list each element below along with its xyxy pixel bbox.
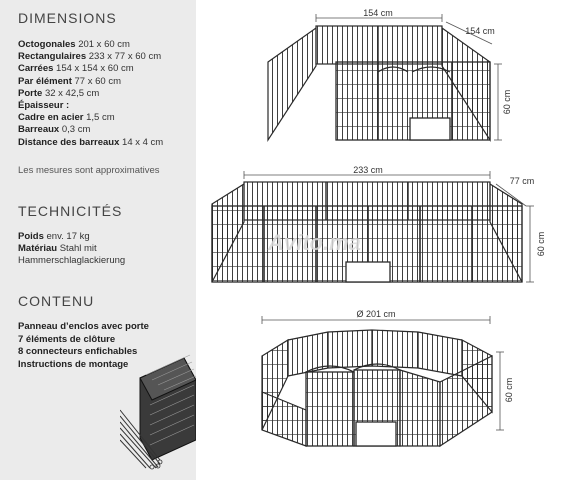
rect-height-label: 60 cm: [536, 231, 546, 257]
rectangular-pen-diagram: [212, 165, 546, 282]
spec-value: env. 17 kg: [46, 231, 90, 242]
spec-label: Poids: [18, 231, 44, 242]
spec-row-octogonales: [18, 39, 194, 51]
spec-label: Épaisseur :: [18, 100, 70, 112]
spec-row-carrees: [18, 63, 194, 75]
spec-row-poids: [18, 231, 168, 243]
spec-value: 201 x 60 cm: [78, 39, 130, 50]
square-pen-diagram: [268, 8, 512, 140]
dimensions-title: DIMENSIONS: [18, 10, 117, 26]
spec-label: Octogonales: [18, 39, 76, 50]
spec-row-barreaux: [18, 124, 194, 136]
pen-diagrams: [196, 0, 564, 480]
left-info-panel: [0, 0, 196, 480]
spec-label: Cadre en acier: [18, 112, 84, 124]
watermark: Avito.ma: [268, 230, 361, 255]
spec-row-materiau: [18, 243, 168, 267]
technicites-title: TECHNICITÉS: [18, 203, 123, 219]
contenu-item: 7 éléments de clôture: [18, 333, 116, 345]
spec-label: Porte: [18, 87, 43, 99]
dimensions-spec-list: [18, 39, 194, 149]
diagram-panel: [196, 0, 564, 480]
octagonal-pen-diagram: [262, 309, 514, 446]
rect-depth-label: 77 cm: [509, 176, 535, 186]
spec-label: Par élément: [18, 75, 72, 87]
spec-label: Matériau: [18, 243, 58, 255]
square-height-label: 60 cm: [502, 89, 512, 115]
spec-label: Rectangulaires: [18, 51, 87, 63]
spec-row-distance: [18, 137, 194, 149]
octagon-diameter-label: Ø 201 cm: [356, 309, 396, 319]
spec-row-epaisseur: [18, 100, 194, 112]
technicites-spec-list: [18, 231, 168, 268]
spec-value: Stahl mit Hammerschlaglackierung: [18, 243, 126, 267]
spec-label: Barreaux: [18, 124, 60, 136]
spec-value: 1,5 cm: [86, 112, 115, 124]
spec-row-cadre: [18, 112, 194, 124]
spec-row-rectangulaires: [18, 51, 194, 63]
spec-label: Carrées: [18, 63, 54, 75]
contenu-item: 8 connecteurs enfichables: [18, 346, 138, 357]
spec-value: 32 x 42,5 cm: [44, 87, 100, 99]
contenu-item: Panneau d’enclos avec porte: [18, 321, 149, 332]
spec-value: 77 x 60 cm: [74, 75, 121, 87]
spec-label: Distance des barreaux: [18, 136, 120, 148]
approximate-note: Les mesures sont approximatives: [18, 165, 160, 176]
square-width-label: 154 cm: [363, 8, 393, 18]
spec-value: 154 x 154 x 60 cm: [56, 63, 134, 75]
spec-value: 233 x 77 x 60 cm: [88, 51, 162, 63]
spec-row-porte: [18, 88, 194, 100]
spec-value: 14 x 4 cm: [122, 136, 164, 148]
square-depth-label: 154 cm: [465, 26, 495, 36]
contenu-title: CONTENU: [18, 293, 95, 309]
octagon-height-label: 60 cm: [504, 377, 514, 403]
spec-row-par-element: [18, 76, 194, 88]
packaged-panels-illustration: [120, 350, 196, 470]
contenu-item: Instructions de montage: [18, 358, 129, 370]
spec-value: 0,3 cm: [61, 124, 91, 136]
rect-width-label: 233 cm: [353, 165, 383, 175]
